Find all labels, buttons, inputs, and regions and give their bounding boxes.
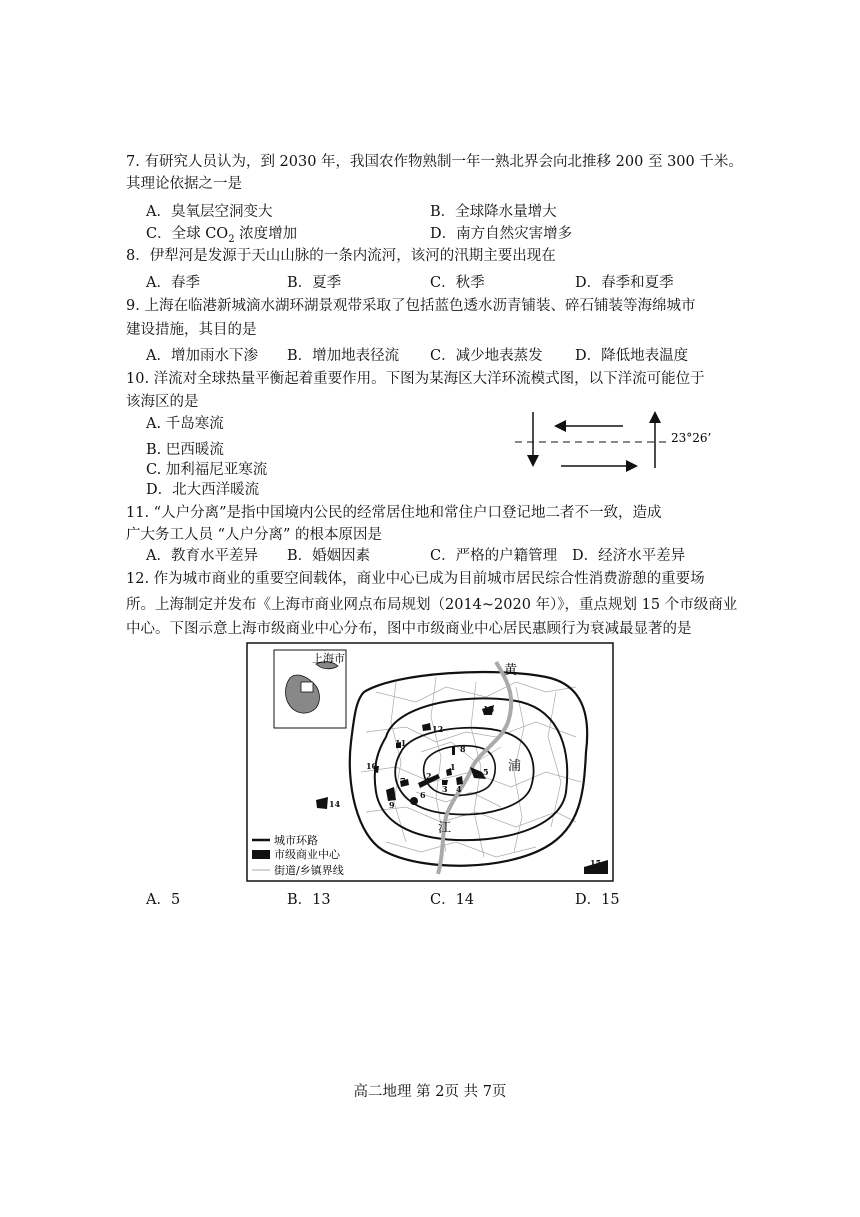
q11-option-a: A．教育水平差异: [146, 548, 258, 564]
q12-option-d: D．15: [575, 892, 620, 908]
q12-option-b: B．13: [287, 892, 331, 908]
q11-option-b: B．婚姻因素: [287, 548, 371, 564]
q9-option-d: D．降低地表温度: [575, 348, 689, 364]
inset-locator-box: [301, 682, 313, 692]
q10-option-d: D．北大西洋暖流: [146, 482, 260, 498]
ocean-current-diagram: [505, 402, 735, 482]
center-label-3: 3: [442, 784, 448, 794]
river-char-2: 浦: [508, 759, 522, 774]
center-label-4: 4: [456, 784, 462, 794]
inset-label: 上海市: [312, 652, 345, 665]
q12-stem-line3: 中心。下图示意上海市级商业中心分布，图中市级商业中心居民惠顾行为衰减最显著的是: [126, 621, 692, 637]
legend-ring-road-label: 城市环路: [274, 834, 318, 847]
q9-option-a: A．增加雨水下渗: [146, 348, 258, 364]
river-char-1: 黄: [504, 663, 518, 678]
page-footer: 高二地理 第 2页 共 7页: [353, 1084, 507, 1100]
q7-option-b: B．全球降水量增大: [430, 204, 557, 220]
q9-stem-line2: 建设措施，其目的是: [126, 322, 257, 338]
q7-stem-line2: 其理论依据之一是: [126, 176, 242, 192]
q7-stem-line1: 7. 有研究人员认为，到 2030 年，我国农作物熟制一年一熟北界会向北推移 200 至 300 千米。: [126, 154, 743, 170]
q7-option-d: D．南方自然灾害增多: [430, 226, 573, 242]
center-label-15: 15: [590, 858, 602, 868]
tropic-label: 23°26’: [671, 431, 712, 445]
center-label-11: 11: [395, 738, 407, 748]
center-6-shape: [410, 797, 418, 805]
q11-option-d: D．经济水平差异: [572, 548, 686, 564]
legend-boundary-label: 街道/乡镇界线: [274, 864, 344, 877]
center-label-9: 9: [389, 800, 395, 810]
q11-stem-line1: 11. “人户分离”是指中国境内公民的经常居住地和常住户口登记地二者不一致，造成: [126, 505, 662, 521]
center-label-2: 2: [426, 771, 432, 781]
q9-option-c: C．减少地表蒸发: [430, 348, 543, 364]
shanghai-commercial-map: [246, 642, 614, 882]
center-label-8: 8: [460, 744, 466, 754]
q8-option-b: B．夏季: [287, 275, 342, 291]
q10-stem-line2: 该海区的是: [126, 394, 199, 410]
q8-stem: 8．伊犁河是发源于天山山脉的一条内流河，该河的汛期主要出现在: [126, 248, 556, 264]
q12-stem-line1: 12. 作为城市商业的重要空间载体，商业中心已成为目前城市居民综合性消费游憩的重要场: [126, 571, 705, 587]
center-label-13: 13: [483, 704, 495, 714]
center-label-10: 10: [366, 761, 378, 771]
center-label-14: 14: [329, 799, 341, 809]
q8-option-c: C．秋季: [430, 275, 485, 291]
q8-option-a: A．春季: [146, 275, 200, 291]
q12-option-a: A．5: [146, 892, 181, 908]
q9-option-b: B．增加地表径流: [287, 348, 400, 364]
q8-option-d: D．春季和夏季: [575, 275, 674, 291]
q7-option-a: A．臭氧层空洞变大: [146, 204, 273, 220]
legend-center-swatch: [252, 850, 270, 859]
q10-option-a: A. 千岛寒流: [146, 416, 224, 432]
legend-center-label: 市级商业中心: [274, 848, 340, 861]
river-char-3: 江: [438, 821, 452, 836]
q12-option-c: C．14: [430, 892, 475, 908]
q7-option-c: C．全球 $CO_2$ 浓度增加: [146, 226, 298, 245]
q10-option-c: C. 加利福尼亚寒流: [146, 462, 268, 478]
q10-option-b: B. 巴西暖流: [146, 442, 224, 458]
q11-option-c: C．严格的户籍管理: [430, 548, 558, 564]
q9-stem-line1: 9. 上海在临港新城滴水湖环湖景观带采取了包括蓝色透水沥青铺装、碎石铺装等海绵城市: [126, 298, 696, 314]
center-8-shape: [452, 746, 455, 755]
q11-stem-line2: 广大务工人员 “人户分离” 的根本原因是: [126, 527, 383, 543]
center-label-1: 1: [450, 762, 456, 772]
center-label-7: 7: [400, 776, 406, 786]
center-label-12: 12: [432, 724, 444, 734]
center-label-5: 5: [483, 767, 489, 777]
q10-stem-line1: 10. 洋流对全球热量平衡起着重要作用。下图为某海区大洋环流模式图，以下洋流可能位于: [126, 371, 705, 387]
center-label-6: 6: [420, 790, 426, 800]
q12-stem-line2: 所。上海制定并发布《上海市商业网点布局规划（2014~2020 年）》，重点规划 15 个市级商业: [126, 597, 738, 613]
